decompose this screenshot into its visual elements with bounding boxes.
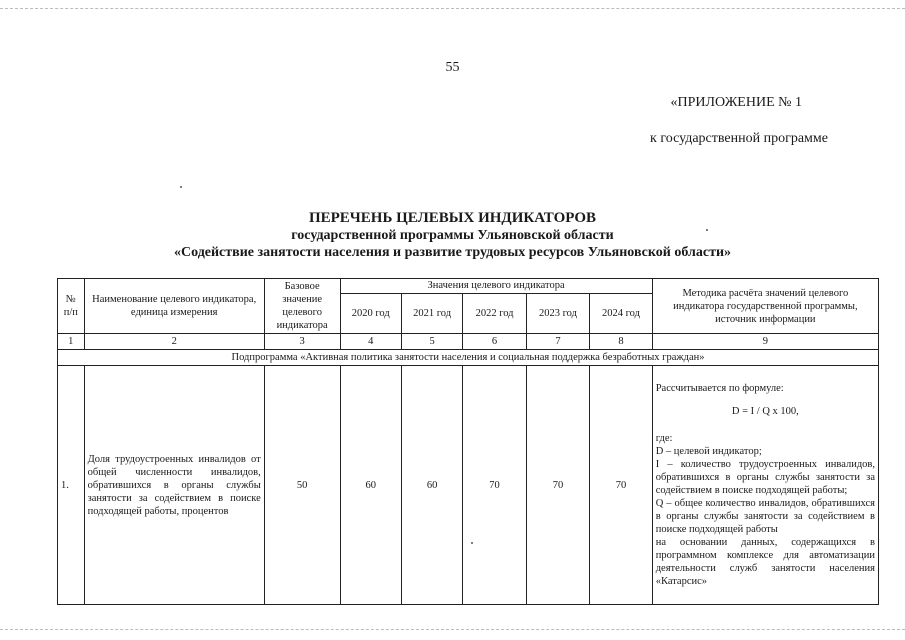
method-q-definition: Q – общее количество инвалидов, обратившихся в органы службы занятости за содействием в поиске подходящей работы <box>655 498 875 535</box>
table-row <box>58 366 879 605</box>
row-value-2022: 70 <box>463 366 526 605</box>
column-number: 5 <box>401 334 462 350</box>
scan-artifact-bottom <box>0 629 905 631</box>
header-base: Базовое значение целевого индикатора <box>264 279 340 334</box>
method-intro: Рассчитывается по формуле: <box>655 383 784 394</box>
method-d-definition: D – целевой индикатор; <box>655 446 762 457</box>
indicators-table <box>57 278 879 605</box>
scan-speck <box>706 229 708 231</box>
column-number: 8 <box>590 334 652 350</box>
header-year-2024: 2024 год <box>590 293 652 333</box>
column-number: 4 <box>340 334 401 350</box>
column-number: 3 <box>264 334 340 350</box>
subprogram-row <box>58 350 879 366</box>
column-number: 7 <box>526 334 589 350</box>
column-number: 6 <box>463 334 526 350</box>
header-year-2021: 2021 год <box>401 293 462 333</box>
header-year-2020: 2020 год <box>340 293 401 333</box>
row-name: Доля трудоустроенных инвалидов от общей численности инвалидов, обратившихся в органы службы занятости за содействием в поиске подходящей работы, процентов <box>84 366 264 605</box>
scan-speck <box>180 186 182 188</box>
subprogram-title: Подпрограмма «Активная политика занятости населения и социальная поддержка безработных граждан» <box>58 350 879 366</box>
row-base: 50 <box>264 366 340 605</box>
header-num: № п/п <box>58 279 85 334</box>
header-year-2023: 2023 год <box>526 293 589 333</box>
document-heading <box>0 210 905 261</box>
header-year-2022: 2022 год <box>463 293 526 333</box>
header-values-group: Значения целевого индикатора <box>340 279 652 294</box>
row-value-2021: 60 <box>401 366 462 605</box>
method-i-definition: I – количество трудоустроенных инвалидов, обратившихся в органы службы занятости за содействием в поиске подходящей работы; <box>655 459 875 496</box>
method-source: на основании данных, содержащихся в программном комплексе для автоматизации деятельности служб занятости населения «Катарсис» <box>655 537 875 587</box>
method-where: где: <box>655 433 673 444</box>
row-value-2023: 70 <box>526 366 589 605</box>
row-value-2020: 60 <box>340 366 401 605</box>
page-number: 55 <box>445 60 460 75</box>
column-number: 2 <box>84 334 264 350</box>
heading-line-1: ПЕРЕЧЕНЬ ЦЕЛЕВЫХ ИНДИКАТОРОВ <box>308 210 597 226</box>
header-method: Методика расчёта значений целевого индикатора государственной программы, источник информации <box>652 279 878 334</box>
column-numbers-row <box>58 334 879 350</box>
row-num: 1. <box>58 366 85 605</box>
appendix-title: «ПРИЛОЖЕНИЕ № 1 <box>670 95 802 110</box>
column-number: 9 <box>652 334 878 350</box>
row-value-2024: 70 <box>590 366 652 605</box>
scan-artifact-top <box>0 8 905 10</box>
column-number: 1 <box>58 334 85 350</box>
heading-line-2: государственной программы Ульяновской области <box>291 228 614 243</box>
row-method <box>652 366 878 605</box>
header-name: Наименование целевого индикатора, единица измерения <box>84 279 264 334</box>
scan-speck <box>471 542 473 544</box>
method-formula: D = I / Q x 100, <box>731 406 799 417</box>
appendix-subtitle: к государственной программе <box>650 131 828 146</box>
heading-line-3: «Содействие занятости населения и развитие трудовых ресурсов Ульяновской области» <box>173 245 732 260</box>
